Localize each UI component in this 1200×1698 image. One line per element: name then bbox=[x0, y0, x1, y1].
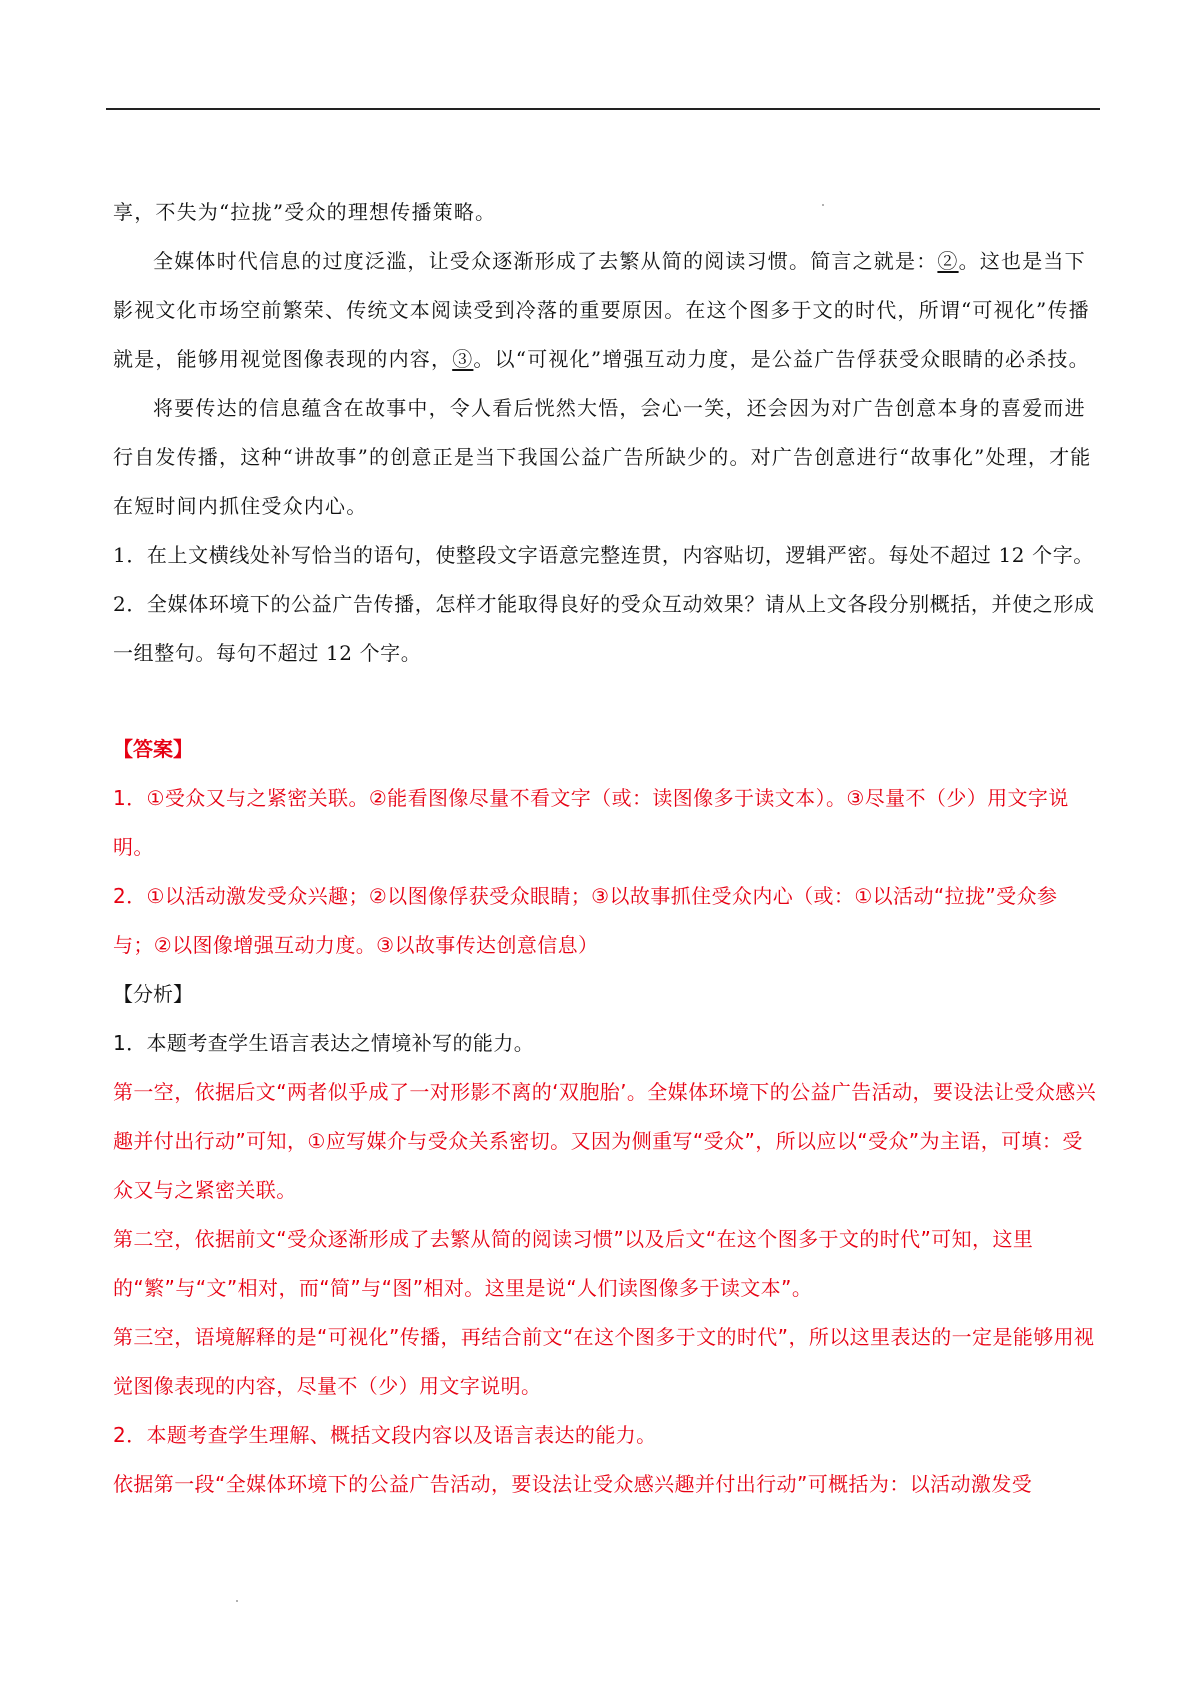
analysis-item: 2．本题考查学生理解、概括文段内容以及语言表达的能力。 bbox=[113, 1423, 657, 1447]
analysis-heading: 【分析】 bbox=[113, 982, 193, 1006]
scan-speck bbox=[236, 1600, 238, 1602]
passage-paragraph: 享，不失为“拉拢”受众的理想传播策略。 bbox=[113, 200, 497, 224]
passage-paragraph: 将要传达的信息蕴含在故事中，令人看后恍然大悟，会心一笑，还会因为对广告创意本身的喜爱而进行自发传播，这种“讲故事”的创意正是当下我国公益广告所缺少的。对广告创意进行“故事化”处理，才能在短时间内抓住受众内心。 bbox=[113, 396, 1092, 518]
question: 1．在上文横线处补写恰当的语句，使整段文字语意完整连贯，内容贴切，逻辑严密。每处不超过 12 个字。 bbox=[113, 543, 1094, 567]
analysis-item: 第一空，依据后文“两者似乎成了一对形影不离的‘双胞胎’。全媒体环境下的公益广告活动，要设法让受众感兴趣并付出行动”可知，①应写媒介与受众关系密切。又因为侧重写“受众”，所以应以“受众”为主语，可填：受众又与之紧密关联。 bbox=[113, 1080, 1097, 1202]
header-rule bbox=[106, 108, 1100, 110]
spacer bbox=[113, 678, 1098, 725]
answer-heading: 【答案】 bbox=[113, 737, 193, 761]
question: 2．全媒体环境下的公益广告传播，怎样才能取得良好的受众互动效果？请从上文各段分别概括，并使之形成一组整句。每句不超过 12 个字。 bbox=[113, 592, 1095, 665]
analysis-item: 1．本题考查学生语言表达之情境补写的能力。 bbox=[113, 1031, 535, 1055]
analysis-item: 第三空，语境解释的是“可视化”传播，再结合前文“在这个图多于文的时代”，所以这里表达的一定是能够用视觉图像表现的内容，尽量不（少）用文字说明。 bbox=[113, 1325, 1095, 1398]
passage-text: 全媒体时代信息的过度泛滥，让受众逐渐形成了去繁从简的阅读习惯。简言之就是： bbox=[153, 249, 938, 273]
passage-text: 。这也是当下影视文化市场空前繁荣、传统文本阅读受到冷落的重要原因。在这个图多于文的时代，所谓“可视化”传播就是，能够用视觉图像表现的内容， bbox=[113, 249, 1090, 371]
blank-marker: ② bbox=[937, 249, 959, 273]
answer-item: 1．①受众又与之紧密关联。②能看图像尽量不看文字（或：读图像多于读文本）。③尽量不（少）用文字说明。 bbox=[113, 786, 1069, 859]
passage-paragraph bbox=[113, 237, 1098, 384]
passage-text: 。以“可视化”增强互动力度，是公益广告俘获受众眼睛的必杀技。 bbox=[473, 347, 1090, 371]
analysis-item: 第二空，依据前文“受众逐渐形成了去繁从简的阅读习惯”以及后文“在这个图多于文的时代”可知，这里的“繁”与“文”相对，而“简”与“图”相对。这里是说“人们读图像多于读文本”。 bbox=[113, 1227, 1034, 1300]
content bbox=[113, 188, 1098, 1509]
answer-item: 2．①以活动激发受众兴趣；②以图像俘获受众眼睛；③以故事抓住受众内心（或：①以活动“拉拢”受众参与；②以图像增强互动力度。③以故事传达创意信息） bbox=[113, 884, 1058, 957]
blank-marker: ③ bbox=[452, 347, 474, 371]
analysis-item: 依据第一段“全媒体环境下的公益广告活动，要设法让受众感兴趣并付出行动”可概括为：以活动激发受 bbox=[113, 1472, 1033, 1496]
